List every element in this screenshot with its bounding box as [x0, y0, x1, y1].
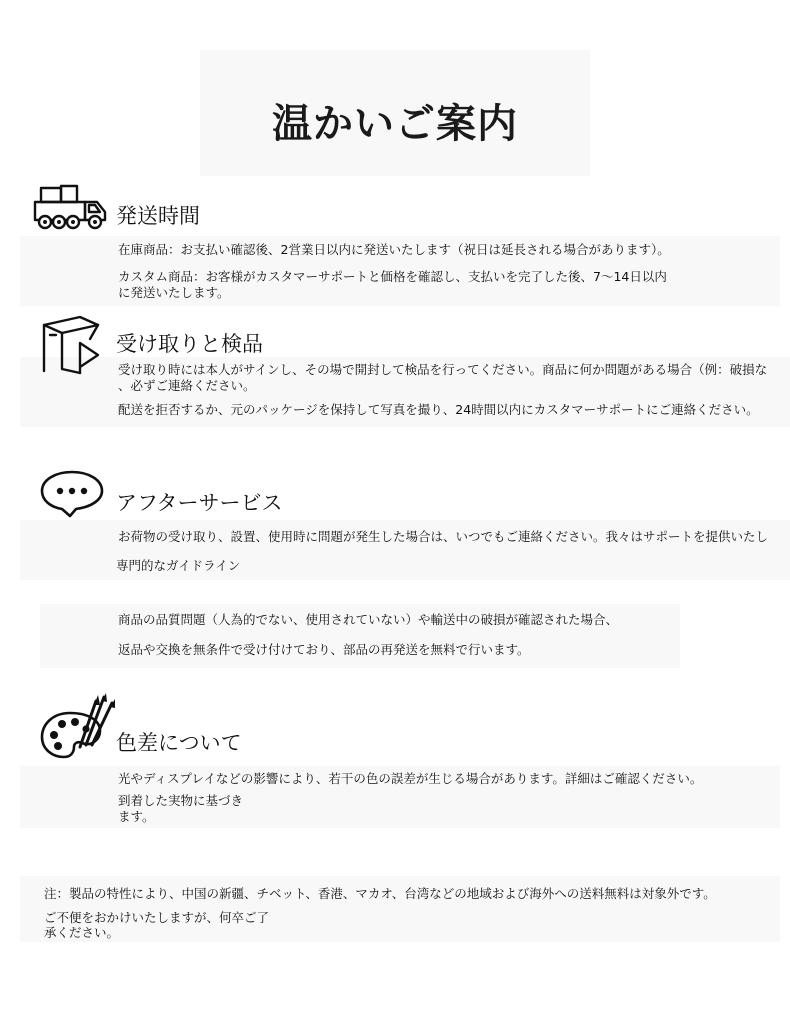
section-heading-after-service: アフターサービス	[116, 491, 283, 515]
note-apology-2: 承ください。	[44, 925, 120, 940]
delivery-truck-icon	[33, 184, 111, 230]
receipt-paragraph-1: 受け取り時には本人がサインし、その場で開封して検品を行ってください。商品に何か問題がある場合（例：破損な	[118, 362, 768, 377]
after-service-paragraph-1: お荷物の受け取り、設置、使用時に問題が発生した場合は、いつでもご連絡ください。我々はサポートを提供いたし	[118, 529, 769, 544]
receipt-paragraph-3: 配送を拒否するか、元のパッケージを保持して写真を撮り、24時間以内にカスタマーサポートにご連絡ください。	[118, 402, 759, 417]
section-heading-shipping: 発送時間	[116, 204, 200, 228]
after-service-paragraph-2: 専門的なガイドライン	[116, 558, 241, 573]
package-box-icon	[40, 313, 104, 377]
color-paragraph-1: 光やディスプレイなどの影響により、若干の色の誤差が生じる場合があります。詳細はご確認ください。	[118, 771, 703, 786]
after-service-paragraph-4: 返品や交換を無条件で受け付けており、部品の再発送を無料で行います。	[118, 642, 530, 657]
after-service-paragraph-3: 商品の品質問題（人為的でない、使用されていない）や輸送中の破損が確認された場合、	[118, 612, 619, 627]
page-title: 温かいご案内	[272, 101, 518, 147]
shipping-paragraph-1: 在庫商品：お支払い確認後、2営業日以内に発送いたします（祝日は延長される場合があります）。	[118, 242, 670, 257]
section-heading-receipt: 受け取りと検品	[116, 332, 263, 356]
section-heading-color-difference: 色差について	[116, 731, 242, 755]
receipt-paragraph-2: 、必ずご連絡ください。	[118, 378, 256, 393]
color-paragraph-3: ます。	[118, 809, 155, 824]
shipping-paragraph-3: に発送いたします。	[118, 285, 230, 300]
paint-palette-icon	[40, 693, 118, 763]
note-apology-1: ご不便をおかけいたしますが、何卒ご了	[44, 910, 270, 925]
speech-bubble-icon	[40, 469, 104, 519]
color-paragraph-2: 到着した実物に基づき	[118, 793, 244, 808]
shipping-paragraph-2: カスタム商品：お客様がカスタマーサポートと価格を確認し、支払いを完了した後、7〜14日以内	[118, 269, 667, 284]
note-shipping-exclusion: 注：製品の特性により、中国の新疆、チベット、香港、マカオ、台湾などの地域および海外への送料無料は対象外です。	[44, 886, 716, 901]
